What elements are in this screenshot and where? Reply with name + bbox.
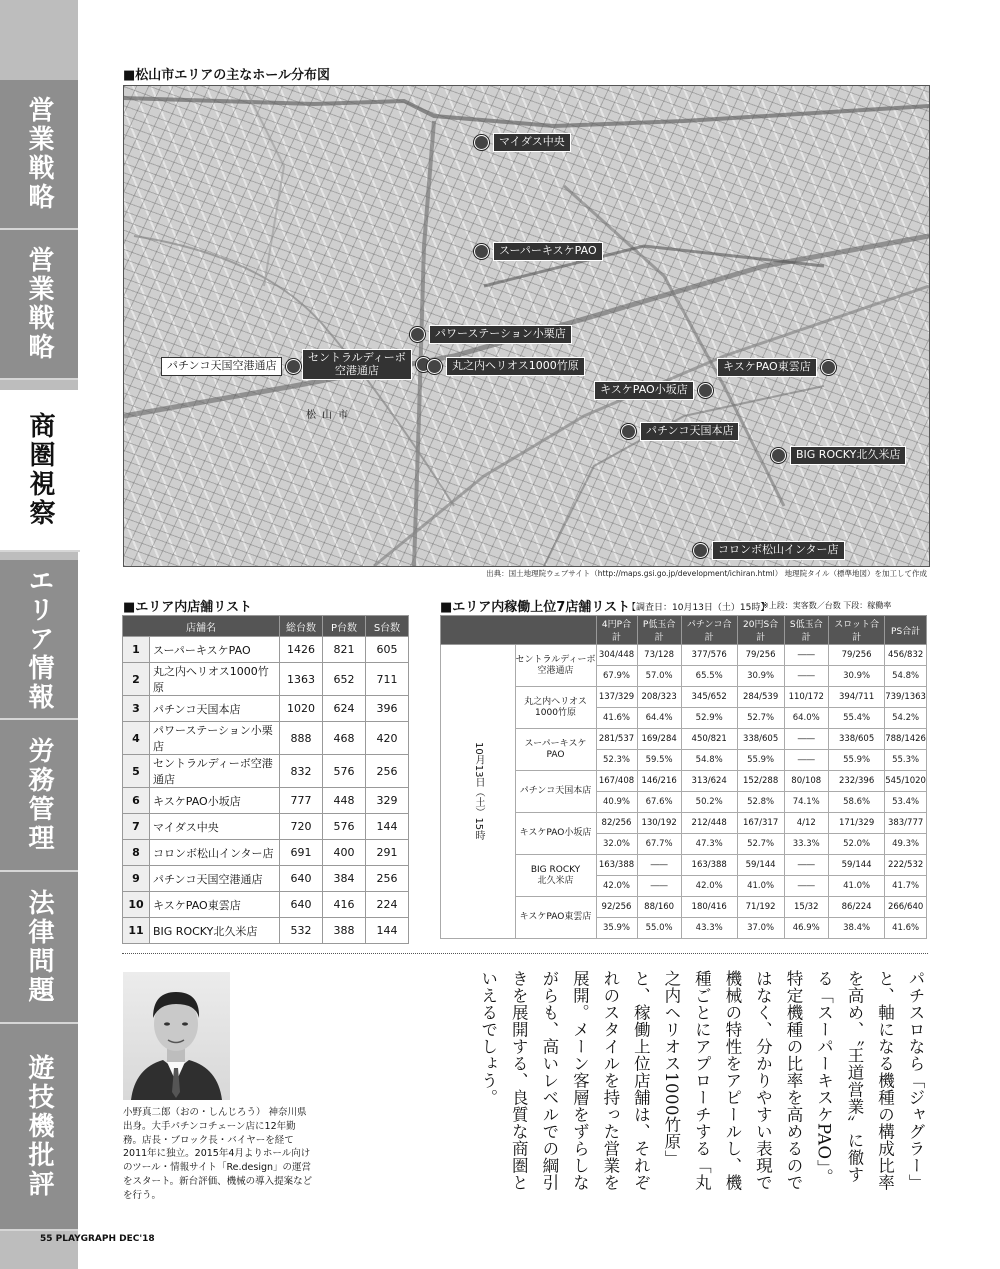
pin-colombo[interactable] bbox=[693, 541, 845, 560]
table-cell: 1426 bbox=[280, 637, 323, 663]
table-row bbox=[123, 918, 409, 944]
table-cell: 388 bbox=[323, 918, 366, 944]
store-name-line: セントラルディーボ bbox=[515, 654, 596, 665]
rate-cell: 55.9% bbox=[828, 750, 884, 771]
table-header-row bbox=[123, 616, 409, 637]
table-cell: キスケPAO小坂店 bbox=[150, 788, 280, 814]
table-cell: 1020 bbox=[280, 696, 323, 722]
pin-dot-icon bbox=[771, 448, 786, 463]
rate-cell: 38.4% bbox=[828, 918, 884, 939]
pin-super-kisuke[interactable] bbox=[474, 242, 603, 261]
table-cell: スーパーキスケPAO bbox=[150, 637, 280, 663]
rate-cell: 55.9% bbox=[737, 750, 784, 771]
store-name-line: パチンコ天国本店 bbox=[519, 786, 592, 797]
table-cell: 3 bbox=[123, 696, 150, 722]
section-divider bbox=[122, 953, 928, 954]
table-cell: 640 bbox=[280, 892, 323, 918]
side-tab-3-active[interactable] bbox=[0, 390, 80, 552]
count-cell: 146/216 bbox=[637, 771, 681, 792]
pin-central[interactable] bbox=[302, 349, 431, 380]
side-tab-4[interactable] bbox=[0, 560, 78, 720]
pin-label: キスケPAO小坂店 bbox=[594, 381, 694, 400]
column-header: スロット合計 bbox=[828, 616, 884, 645]
pin-label bbox=[302, 349, 412, 380]
table-cell: マイダス中央 bbox=[150, 814, 280, 840]
column-header: パチンコ合計 bbox=[681, 616, 737, 645]
count-cell: 208/323 bbox=[637, 687, 681, 708]
column-header: S低玉合計 bbox=[784, 616, 828, 645]
count-cell: 79/256 bbox=[828, 645, 884, 666]
table-cell: BIG ROCKY北久米店 bbox=[150, 918, 280, 944]
table-cell: 532 bbox=[280, 918, 323, 944]
table-cell: 10 bbox=[123, 892, 150, 918]
table-row bbox=[123, 722, 409, 755]
rate-cell: 52.9% bbox=[681, 708, 737, 729]
side-tab-label: エリア情報 bbox=[24, 566, 54, 712]
count-cell: 152/288 bbox=[737, 771, 784, 792]
table-cell: 652 bbox=[323, 663, 366, 696]
table-cell: 396 bbox=[366, 696, 409, 722]
side-tab-label: 営業戦略 bbox=[24, 246, 54, 362]
side-tab-label: 労務管理 bbox=[24, 737, 54, 853]
store-name-line: BIG ROCKY bbox=[530, 864, 581, 875]
count-cell: 59/144 bbox=[737, 855, 784, 876]
rate-cell: 42.0% bbox=[596, 876, 637, 897]
table-cell: 605 bbox=[366, 637, 409, 663]
column-header: P低玉合計 bbox=[637, 616, 681, 645]
pin-label: コロンボ松山インター店 bbox=[712, 541, 845, 560]
pin-kisuke-higashikumo[interactable] bbox=[717, 358, 836, 377]
table-cell: 291 bbox=[366, 840, 409, 866]
table-row bbox=[123, 788, 409, 814]
rate-cell: 37.0% bbox=[737, 918, 784, 939]
count-cell: 180/416 bbox=[681, 897, 737, 918]
store-name-cell bbox=[515, 813, 596, 855]
pin-dot-icon bbox=[474, 244, 489, 259]
rate-cell: 74.1% bbox=[784, 792, 828, 813]
table-cell: 7 bbox=[123, 814, 150, 840]
pin-label: パワーステーション小栗店 bbox=[429, 325, 572, 344]
rate-cell: 55.0% bbox=[637, 918, 681, 939]
count-cell: 394/711 bbox=[828, 687, 884, 708]
table-cell: 丸之内ヘリオス1000竹原 bbox=[150, 663, 280, 696]
pin-dot-icon bbox=[693, 543, 708, 558]
column-header: PS合計 bbox=[885, 616, 927, 645]
rate-cell: 42.0% bbox=[681, 876, 737, 897]
rate-cell: 32.0% bbox=[596, 834, 637, 855]
table-header-row bbox=[441, 616, 927, 645]
count-cell: 167/408 bbox=[596, 771, 637, 792]
rate-cell: ―― bbox=[637, 876, 681, 897]
rate-cell: 43.3% bbox=[681, 918, 737, 939]
count-cell: 130/192 bbox=[637, 813, 681, 834]
store-list-table bbox=[122, 615, 409, 944]
side-tab-1[interactable] bbox=[0, 80, 78, 230]
map-city-label: 松山市 bbox=[306, 410, 354, 421]
column-header: 総台数 bbox=[280, 616, 323, 637]
rate-cell: 30.9% bbox=[828, 666, 884, 687]
table-cell: 329 bbox=[366, 788, 409, 814]
rate-cell: 41.7% bbox=[885, 876, 927, 897]
table-cell: 9 bbox=[123, 866, 150, 892]
table-row bbox=[123, 755, 409, 788]
count-cell: 266/640 bbox=[885, 897, 927, 918]
rate-cell: 54.8% bbox=[681, 750, 737, 771]
table-cell: 448 bbox=[323, 788, 366, 814]
pin-label: マイダス中央 bbox=[493, 133, 571, 152]
count-cell: 79/256 bbox=[737, 645, 784, 666]
table-cell: 420 bbox=[366, 722, 409, 755]
table-cell: 576 bbox=[323, 755, 366, 788]
rate-cell: 46.9% bbox=[784, 918, 828, 939]
page-footer: 55 PLAYGRAPH DEC'18 bbox=[40, 1234, 155, 1244]
hall-distribution-map bbox=[123, 85, 930, 567]
table-row bbox=[123, 696, 409, 722]
rate-cell: 65.5% bbox=[681, 666, 737, 687]
table-cell: 576 bbox=[323, 814, 366, 840]
count-cell: 284/539 bbox=[737, 687, 784, 708]
count-cell: 15/32 bbox=[784, 897, 828, 918]
pin-tengoku-kuko[interactable] bbox=[161, 357, 301, 376]
table-cell: 691 bbox=[280, 840, 323, 866]
side-tab-label: 法律問題 bbox=[24, 889, 54, 1005]
store-name-line: 空港通店 bbox=[537, 665, 574, 676]
rate-cell: ―― bbox=[784, 750, 828, 771]
rate-cell: 41.6% bbox=[596, 708, 637, 729]
rate-cell: 52.7% bbox=[737, 708, 784, 729]
rate-cell: 33.3% bbox=[784, 834, 828, 855]
table-cell: 416 bbox=[323, 892, 366, 918]
count-cell: 4/12 bbox=[784, 813, 828, 834]
table-cell: 1363 bbox=[280, 663, 323, 696]
pin-dot-icon bbox=[698, 383, 713, 398]
pin-big-rocky[interactable] bbox=[771, 446, 906, 465]
table-cell: 777 bbox=[280, 788, 323, 814]
rate-cell: 41.6% bbox=[885, 918, 927, 939]
count-cell: 163/388 bbox=[681, 855, 737, 876]
table-cell: 256 bbox=[366, 755, 409, 788]
side-tab-label: 遊技機批評 bbox=[24, 1054, 54, 1199]
pin-dot-icon bbox=[621, 424, 636, 439]
table-cell: 2 bbox=[123, 663, 150, 696]
table-cell: セントラルディーボ空港通店 bbox=[150, 755, 280, 788]
rate-cell: 58.6% bbox=[828, 792, 884, 813]
rate-cell: 53.4% bbox=[885, 792, 927, 813]
table-cell: 624 bbox=[323, 696, 366, 722]
rate-cell: 67.6% bbox=[637, 792, 681, 813]
rate-cell: ―― bbox=[784, 666, 828, 687]
date-cell: 10月13日（土）15時 bbox=[441, 645, 516, 939]
count-cell: 338/605 bbox=[737, 729, 784, 750]
rate-cell: 52.0% bbox=[828, 834, 884, 855]
count-cell: 73/128 bbox=[637, 645, 681, 666]
count-cell: 739/1363 bbox=[885, 687, 927, 708]
store-list-title: ■エリア内店舗リスト bbox=[123, 600, 253, 615]
table-row bbox=[123, 892, 409, 918]
column-header: 店舗名 bbox=[123, 616, 280, 637]
table-cell: 144 bbox=[366, 814, 409, 840]
pin-label: パチンコ天国空港通店 bbox=[161, 357, 282, 376]
count-cell: 450/821 bbox=[681, 729, 737, 750]
pin-label: スーパーキスケPAO bbox=[493, 242, 603, 261]
table-cell: パワーステーション小栗店 bbox=[150, 722, 280, 755]
pin-dot-icon bbox=[474, 135, 489, 150]
count-cell: 82/256 bbox=[596, 813, 637, 834]
count-cell: 167/317 bbox=[737, 813, 784, 834]
store-name-cell bbox=[515, 729, 596, 771]
rate-cell: 67.7% bbox=[637, 834, 681, 855]
table-row bbox=[123, 866, 409, 892]
store-name-cell bbox=[515, 897, 596, 939]
side-tab-2[interactable] bbox=[0, 230, 78, 380]
table-cell: 5 bbox=[123, 755, 150, 788]
pin-dot-icon bbox=[427, 359, 442, 374]
count-cell: 545/1020 bbox=[885, 771, 927, 792]
map-title: ■松山市エリアの主なホール分布図 bbox=[123, 68, 331, 83]
store-name-line: PAO bbox=[546, 749, 565, 760]
count-cell: 59/144 bbox=[828, 855, 884, 876]
column-header: 20円S合計 bbox=[737, 616, 784, 645]
table-cell: パチンコ天国本店 bbox=[150, 696, 280, 722]
pin-label: パチンコ天国本店 bbox=[640, 422, 739, 441]
rate-cell: 52.7% bbox=[737, 834, 784, 855]
rate-cell: 41.0% bbox=[828, 876, 884, 897]
rate-cell: ―― bbox=[784, 876, 828, 897]
rate-cell: 50.2% bbox=[681, 792, 737, 813]
store-name-line: 北久米店 bbox=[537, 875, 574, 886]
rate-cell: 49.3% bbox=[885, 834, 927, 855]
count-cell: 383/777 bbox=[885, 813, 927, 834]
pin-marunouchi[interactable] bbox=[427, 357, 585, 376]
pin-dot-icon bbox=[410, 327, 425, 342]
rate-cell: 47.3% bbox=[681, 834, 737, 855]
pin-label-line: 空港通店 bbox=[334, 363, 379, 377]
count-cell: ―― bbox=[637, 855, 681, 876]
side-tab-7[interactable] bbox=[0, 1024, 78, 1231]
table-cell: 8 bbox=[123, 840, 150, 866]
store-name-line: キスケPAO小坂店 bbox=[519, 828, 592, 839]
table-row bbox=[123, 814, 409, 840]
rate-cell: 52.8% bbox=[737, 792, 784, 813]
count-cell: 80/108 bbox=[784, 771, 828, 792]
count-cell: ―― bbox=[784, 855, 828, 876]
table-legend: ※上段：実客数／台数 下段：稼働率 bbox=[762, 601, 892, 610]
store-name-cell bbox=[515, 687, 596, 729]
store-name-line: 1000竹原 bbox=[535, 707, 576, 718]
count-cell: 222/532 bbox=[885, 855, 927, 876]
rate-cell: 57.0% bbox=[637, 666, 681, 687]
count-cell: ―― bbox=[784, 645, 828, 666]
rate-cell: 52.3% bbox=[596, 750, 637, 771]
count-cell: 86/224 bbox=[828, 897, 884, 918]
store-name-cell bbox=[515, 855, 596, 897]
count-cell: 171/329 bbox=[828, 813, 884, 834]
rate-cell: 59.5% bbox=[637, 750, 681, 771]
table-cell: 224 bbox=[366, 892, 409, 918]
top7-table bbox=[440, 615, 927, 939]
table-cell: 720 bbox=[280, 814, 323, 840]
pin-label: キスケPAO東雲店 bbox=[717, 358, 817, 377]
rate-cell: 40.9% bbox=[596, 792, 637, 813]
rate-cell: 64.4% bbox=[637, 708, 681, 729]
table-cell: 711 bbox=[366, 663, 409, 696]
table-row bbox=[123, 840, 409, 866]
store-name-cell bbox=[515, 771, 596, 813]
column-text: パチスロなら「ジャグラー」と、軸になる機種の構成比率を高め、〝王道営業〟に徹する「スーパーキスケPAO」。特定機種の比率を高めるのではなく、分かりやすい表現で機械の特性をアピールし、機種ごとにアプローチする「丸之内ヘリオス1000竹原」と、稼働上位店舗は、それぞれのスタイルを持った営業を展開。メーン客層をずらしながらも、高いレベルでの綱引きを展開する、良質な商圏といえるでしょう。 bbox=[478, 970, 925, 1191]
table-cell: コロンボ松山インター店 bbox=[150, 840, 280, 866]
side-tab-label: 商圏視察 bbox=[25, 412, 55, 528]
pin-tengoku-honten[interactable] bbox=[621, 422, 739, 441]
table-cell: 4 bbox=[123, 722, 150, 755]
count-cell: 137/329 bbox=[596, 687, 637, 708]
rate-cell: 54.8% bbox=[885, 666, 927, 687]
table-cell: 6 bbox=[123, 788, 150, 814]
side-index bbox=[0, 0, 78, 1269]
side-tab-6[interactable] bbox=[0, 872, 78, 1024]
table-cell: 468 bbox=[323, 722, 366, 755]
count-cell: 345/652 bbox=[681, 687, 737, 708]
rate-cell: 55.3% bbox=[885, 750, 927, 771]
count-cell: 92/256 bbox=[596, 897, 637, 918]
rate-cell: 55.4% bbox=[828, 708, 884, 729]
side-tab-5[interactable] bbox=[0, 720, 78, 872]
rate-cell: 54.2% bbox=[885, 708, 927, 729]
table-cell: 384 bbox=[323, 866, 366, 892]
column-header: P台数 bbox=[323, 616, 366, 637]
pin-maidas[interactable] bbox=[474, 133, 571, 152]
side-tab-label: 営業戦略 bbox=[24, 96, 54, 212]
count-cell: 163/388 bbox=[596, 855, 637, 876]
table-cell: 256 bbox=[366, 866, 409, 892]
store-name-line: キスケPAO東雲店 bbox=[519, 912, 592, 923]
pin-dot-icon bbox=[821, 360, 836, 375]
count-cell: ―― bbox=[784, 729, 828, 750]
count-cell: 313/624 bbox=[681, 771, 737, 792]
rate-cell: 30.9% bbox=[737, 666, 784, 687]
pin-kisuke-kosaka[interactable] bbox=[594, 381, 713, 400]
table-cell: 832 bbox=[280, 755, 323, 788]
table-cell: パチンコ天国空港通店 bbox=[150, 866, 280, 892]
count-cell: 377/576 bbox=[681, 645, 737, 666]
table-cell: 400 bbox=[323, 840, 366, 866]
table-cell: 11 bbox=[123, 918, 150, 944]
store-name-line: 丸之内ヘリオス bbox=[524, 696, 587, 707]
column-header-empty bbox=[441, 616, 597, 645]
count-cell: 71/192 bbox=[737, 897, 784, 918]
table-cell: 821 bbox=[323, 637, 366, 663]
table-cell: 640 bbox=[280, 866, 323, 892]
table-row bbox=[123, 637, 409, 663]
count-cell: 281/537 bbox=[596, 729, 637, 750]
pin-power-station[interactable] bbox=[410, 325, 572, 344]
count-cell: 788/1426 bbox=[885, 729, 927, 750]
table-cell: 1 bbox=[123, 637, 150, 663]
count-cell: 212/448 bbox=[681, 813, 737, 834]
rate-cell: 35.9% bbox=[596, 918, 637, 939]
table-row bbox=[123, 663, 409, 696]
pin-label-line: セントラルディーボ bbox=[308, 351, 406, 364]
rate-cell: 64.0% bbox=[784, 708, 828, 729]
table-cell: キスケPAO東雲店 bbox=[150, 892, 280, 918]
count-cell: 456/832 bbox=[885, 645, 927, 666]
column-header: S台数 bbox=[366, 616, 409, 637]
count-cell: 169/284 bbox=[637, 729, 681, 750]
column-header: 4円P合計 bbox=[596, 616, 637, 645]
count-cell: 232/396 bbox=[828, 771, 884, 792]
table-cell: 144 bbox=[366, 918, 409, 944]
top7-title: ■エリア内稼働上位7店舗リスト bbox=[440, 600, 631, 615]
store-name-cell bbox=[515, 645, 596, 687]
count-cell: 338/605 bbox=[828, 729, 884, 750]
map-source-note: 出典：国土地理院ウェブサイト（http://maps.gsi.go.jp/development/ichiran.html） 地理院タイル（標準地図）を加工して作成 bbox=[486, 569, 927, 578]
count-cell: 110/172 bbox=[784, 687, 828, 708]
rate-cell: 67.9% bbox=[596, 666, 637, 687]
table-row-counts bbox=[441, 645, 927, 666]
rate-cell: 41.0% bbox=[737, 876, 784, 897]
pin-label: BIG ROCKY北久米店 bbox=[790, 446, 906, 465]
count-cell: 88/160 bbox=[637, 897, 681, 918]
author-photo bbox=[123, 972, 230, 1100]
count-cell: 304/448 bbox=[596, 645, 637, 666]
table-cell: 888 bbox=[280, 722, 323, 755]
pin-dot-icon bbox=[286, 359, 301, 374]
pin-label: 丸之内ヘリオス1000竹原 bbox=[446, 357, 585, 376]
survey-date: 【調査日：10月13日（土）15時】 bbox=[627, 603, 770, 613]
author-bio: 小野真二郎（おの・しんじろう） 神奈川県出身。大手パチンコチェーン店に12年勤務。店長・ブロック長・バイヤーを経て2011年に独立。2015年4月よりホール向けのツール・情報サイト「Re.design」の運営をスタート。新台評価、機械の導入提案などを行う。 bbox=[123, 1107, 313, 1201]
store-name-line: スーパーキスケ bbox=[524, 738, 587, 749]
